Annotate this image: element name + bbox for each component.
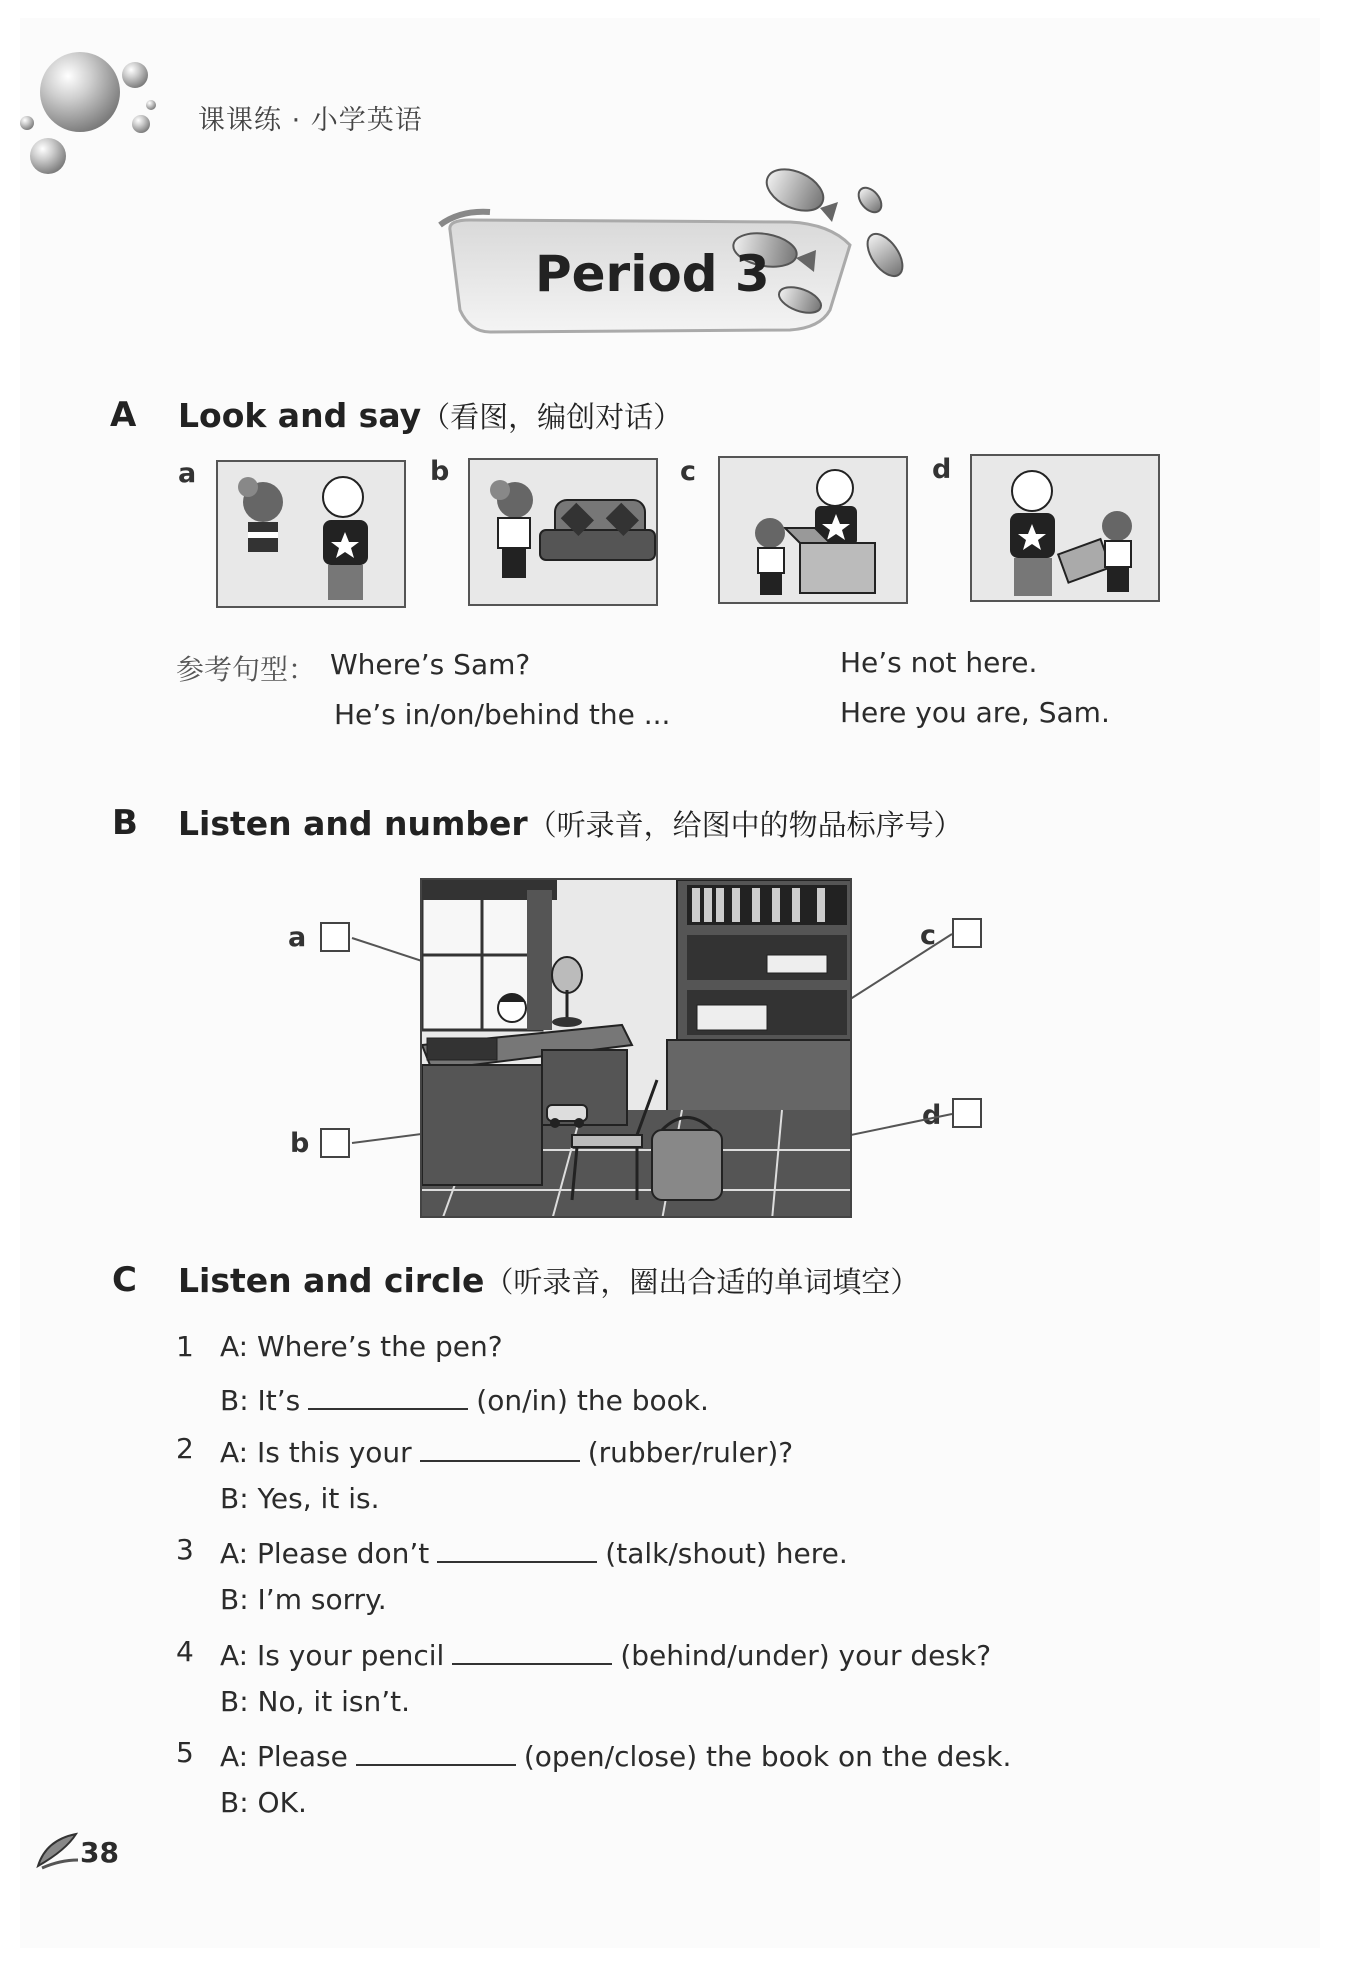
item-3-question (220, 1533, 848, 1570)
item-1-answer (220, 1380, 709, 1417)
page-number: 38 (80, 1836, 119, 1869)
item-5-answer: B: OK. (220, 1786, 307, 1819)
answer-blank-4[interactable] (452, 1635, 612, 1665)
picture-label-c: c (680, 456, 697, 487)
item-5-question-pre: A: Please (220, 1740, 348, 1773)
item-2-question-post: (rubber/ruler)? (587, 1436, 794, 1469)
item-4-question-pre: A: Is your pencil (220, 1639, 445, 1672)
number-label-a: a (288, 922, 307, 953)
number-label-c: c (920, 920, 937, 951)
answer-blank-5[interactable] (356, 1736, 516, 1766)
section-a-letter: A (110, 395, 137, 435)
item-5-question-post: (open/close) the book on the desk. (523, 1740, 1012, 1773)
picture-label-a: a (178, 458, 197, 489)
item-number-1: 1 (176, 1330, 194, 1363)
answer-blank-2[interactable] (420, 1432, 580, 1462)
picture-label-b: b (430, 456, 450, 487)
item-3-answer: B: I’m sorry. (220, 1583, 387, 1616)
item-number-5: 5 (176, 1736, 194, 1769)
section-b-title-cn: （听录音，给图中的物品标序号） (527, 808, 963, 842)
picture-label-d: d (932, 454, 952, 485)
leaf-icon (36, 1830, 80, 1870)
reference-line-4: Here you are, Sam. (840, 696, 1110, 729)
page-title: Period 3 (535, 245, 770, 303)
item-5-question (220, 1736, 1011, 1773)
item-3-question-post: (talk/shout) here. (605, 1537, 848, 1570)
book-title: 课课练 · 小学英语 (198, 105, 423, 136)
item-4-answer: B: No, it isn’t. (220, 1685, 410, 1718)
item-4-question (220, 1635, 991, 1672)
item-2-question (220, 1432, 793, 1469)
answer-blank-3[interactable] (437, 1533, 597, 1563)
section-c-title (178, 1260, 919, 1301)
item-2-question-pre: A: Is this your (220, 1436, 412, 1469)
item-2-answer: B: Yes, it is. (220, 1482, 380, 1515)
item-number-4: 4 (176, 1635, 194, 1668)
item-number-3: 3 (176, 1533, 194, 1566)
section-a-title-en: Look and say (178, 396, 422, 435)
section-c-letter: C (112, 1260, 137, 1300)
answer-blank-1[interactable] (308, 1380, 468, 1410)
item-3-question-pre: A: Please don’t (220, 1537, 430, 1570)
reference-line-3: He’s not here. (840, 646, 1038, 679)
item-1-question: A: Where’s the pen? (220, 1330, 503, 1363)
reference-label: 参考句型： (176, 653, 317, 686)
section-b-title-en: Listen and number (178, 804, 528, 843)
item-number-2: 2 (176, 1432, 194, 1465)
reference-line-2: He’s in/on/behind the ... (334, 698, 671, 731)
section-a-title-cn: （看图，编创对话） (421, 400, 683, 434)
section-b-letter: B (112, 803, 138, 843)
number-label-b: b (290, 1128, 310, 1159)
reference-line-1: Where’s Sam? (330, 648, 531, 681)
number-label-d: d (922, 1100, 942, 1131)
item-1-answer-pre: B: It’s (220, 1384, 301, 1417)
room-with-desk-bookshelf-picture (422, 880, 852, 1218)
room-picture (420, 878, 852, 1218)
item-4-question-post: (behind/under) your desk? (620, 1639, 992, 1672)
section-c-title-cn: （听录音，圈出合适的单词填空） (484, 1265, 920, 1299)
section-c-title-en: Listen and circle (178, 1261, 485, 1300)
item-1-answer-post: (on/in) the book. (476, 1384, 709, 1417)
